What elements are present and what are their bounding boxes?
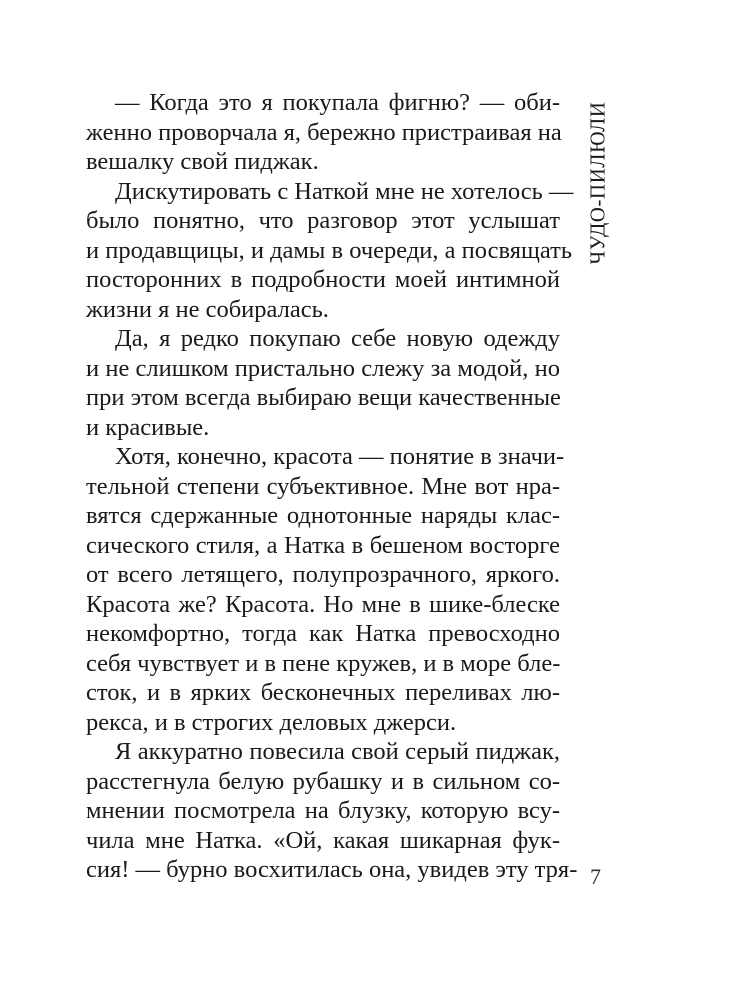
text-line: жизни я не собиралась. [86, 295, 329, 323]
text-line: Дискутировать с Наткой мне не хотелось — [115, 177, 574, 205]
text-line: и не слишком пристально слежу за модой, но [86, 354, 560, 382]
text-line: посторонних в подробности моей интимной [86, 266, 560, 293]
text-line: Да, я редко покупаю себе новую одежду [115, 325, 560, 352]
text-line: было понятно, что разговор этот услышат [86, 207, 560, 234]
text-line: Красота же? Красота. Но мне в шике-блеске [86, 590, 560, 618]
paragraph-1 [86, 88, 560, 177]
text-line: расстегнула белую рубашку и в сильном со- [86, 767, 560, 795]
paragraph-2 [86, 177, 574, 325]
text-line: мнении посмотрела на блузку, которую всу- [86, 797, 560, 824]
text-line: сия! — бурно восхитилась она, увидев эту тря- [86, 856, 578, 883]
text-line: и продавщицы, и дамы в очереди, а посвящать [86, 236, 572, 264]
paragraph-5 [86, 737, 578, 885]
text-line: чила мне Натка. «Ой, какая шикарная фук- [86, 826, 560, 854]
text-line: от всего летящего, полупрозрачного, яркого. [86, 561, 560, 588]
text-line: сток, и в ярких бесконечных переливах лю- [86, 679, 560, 706]
text-line: тельной степени субъективное. Мне вот нра- [86, 472, 560, 500]
running-head: ЧУДО-ПИЛЮЛИ [585, 101, 610, 265]
text-line: Я аккуратно повесила свой серый пиджак, [115, 738, 560, 765]
text-line: вятся сдержанные однотонные наряды клас- [86, 502, 560, 529]
paragraph-4 [86, 442, 565, 737]
text-line: женно проворчала я, бережно пристраивая на [86, 118, 562, 146]
page-number: 7 [590, 864, 601, 889]
text-line: Хотя, конечно, красота — понятие в значи- [115, 443, 565, 470]
text-line: некомфортно, тогда как Натка превосходно [86, 620, 560, 647]
text-line: себя чувствует и в пене кружев, и в море бле- [86, 649, 561, 677]
paragraph-3 [86, 324, 560, 442]
text-line: при этом всегда выбираю вещи качественные [86, 384, 561, 411]
text-line: вешалку свой пиджак. [86, 148, 319, 175]
text-line: сического стиля, а Натка в бешеном восторге [86, 531, 560, 559]
text-line: и красивые. [86, 413, 210, 441]
body-text [86, 88, 578, 885]
text-line: рекса, и в строгих деловых джерси. [86, 708, 457, 736]
text-line: — Когда это я покупала фигню? — оби- [115, 89, 560, 116]
